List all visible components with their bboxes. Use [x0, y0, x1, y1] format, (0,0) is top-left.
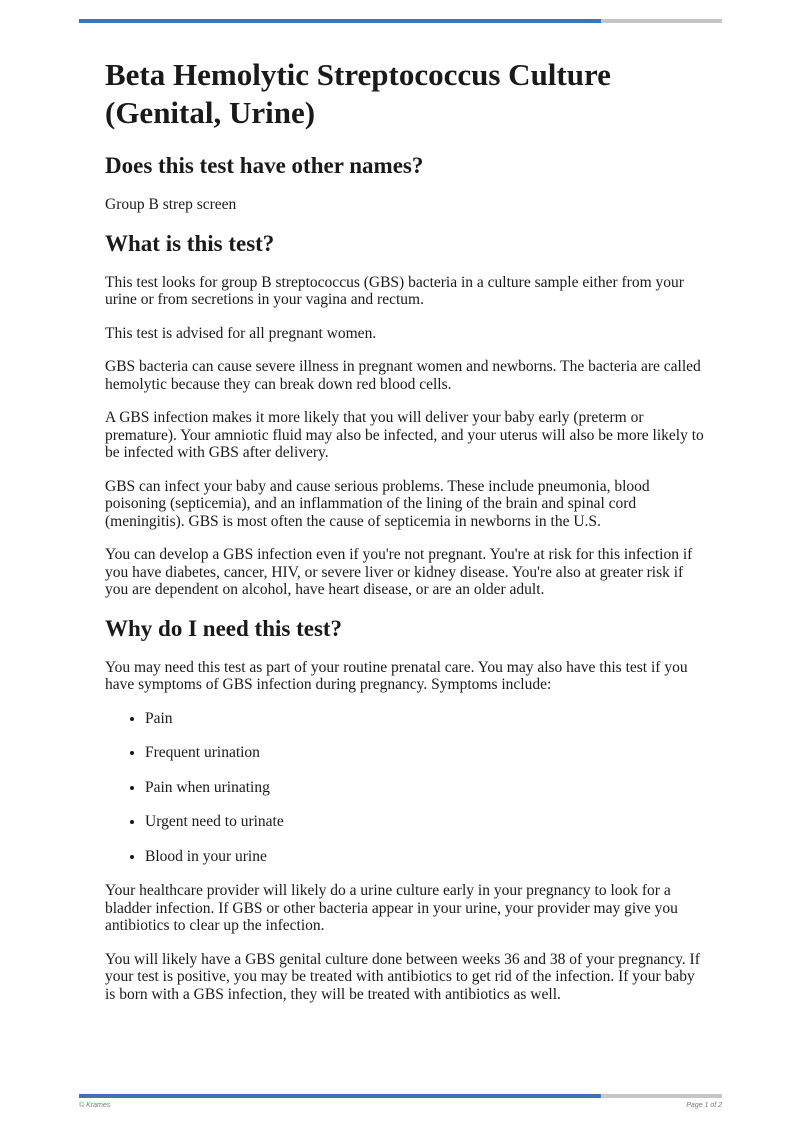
paragraph: This test is advised for all pregnant women. — [105, 324, 377, 342]
section-heading-what-is-test: What is this test? — [105, 230, 275, 256]
list-item: • Pain — [145, 710, 705, 728]
accent-bar-gray — [601, 19, 722, 23]
paragraph: You will likely have a GBS genital culture done between weeks 36 and 38 of your pregnancy. If your test is positive, you may be treated with antibiotics to get rid of the infection. If your baby is born with a GBS infection, they will be treated with antibiotics as well. — [105, 950, 700, 1003]
paragraph: GBS bacteria can cause severe illness in pregnant women and newborns. The bacteria are called hemolytic because they can break down red blood cells. — [105, 358, 701, 393]
page-footer — [79, 1094, 722, 1109]
paragraph-intro: You may need this test as part of your routine prenatal care. You may also have this test if you have symptoms of GBS infection during pregnancy. Symptoms include: — [105, 658, 688, 693]
accent-bar-gray — [601, 1094, 722, 1098]
page-title: Beta Hemolytic Streptococcus Culture (Genital, Urine) — [105, 57, 611, 130]
accent-bar-blue — [79, 1094, 601, 1098]
paragraph-other-names: Group B strep screen — [105, 196, 237, 213]
symptoms-list — [105, 710, 705, 866]
paragraph: Your healthcare provider will likely do a urine culture early in your pregnancy to look for a bladder infection. If GBS or other bacteria appear in your urine, your provider may give you antibiotics to clear up the infection. — [105, 882, 678, 934]
list-item: • Urgent need to urinate — [145, 813, 705, 831]
section-heading-other-names: Does this test have other names? — [105, 153, 424, 178]
footer-copyright: © Krames — [79, 1102, 111, 1109]
list-item: • Blood in your urine — [145, 848, 705, 866]
paragraph: A GBS infection makes it more likely that you will deliver your baby early (preterm or premature). Your amniotic fluid may also be infected, and your uterus will also be more likely to be infected with GBS after delivery. — [105, 409, 704, 461]
document-body — [105, 56, 705, 1019]
paragraph: This test looks for group B streptococcus (GBS) bacteria in a culture sample either from your urine or from secretions in your vagina and rectum. — [105, 273, 684, 308]
footer-page-number: Page 1 of 2 — [686, 1102, 722, 1109]
section-heading-why-need-test: Why do I need this test? — [105, 615, 343, 641]
paragraph: You can develop a GBS infection even if you're not pregnant. You're at risk for this infection if you have diabetes, cancer, HIV, or severe liver or kidney disease. You're also at greater risk if you are dependent on alcohol, have heart disease, or are an older adult. — [105, 546, 693, 598]
list-item: • Pain when urinating — [145, 779, 705, 797]
accent-bar-blue — [79, 19, 601, 23]
paragraph: GBS can infect your baby and cause serious problems. These include pneumonia, blood poisoning (septicemia), and an inflammation of the lining of the brain and spinal cord (meningitis). GBS is most often the cause of septicemia in newborns in the U.S. — [105, 477, 650, 530]
header-accent-bar — [79, 19, 722, 23]
footer-accent-bar — [79, 1094, 722, 1098]
list-item: • Frequent urination — [145, 744, 705, 762]
